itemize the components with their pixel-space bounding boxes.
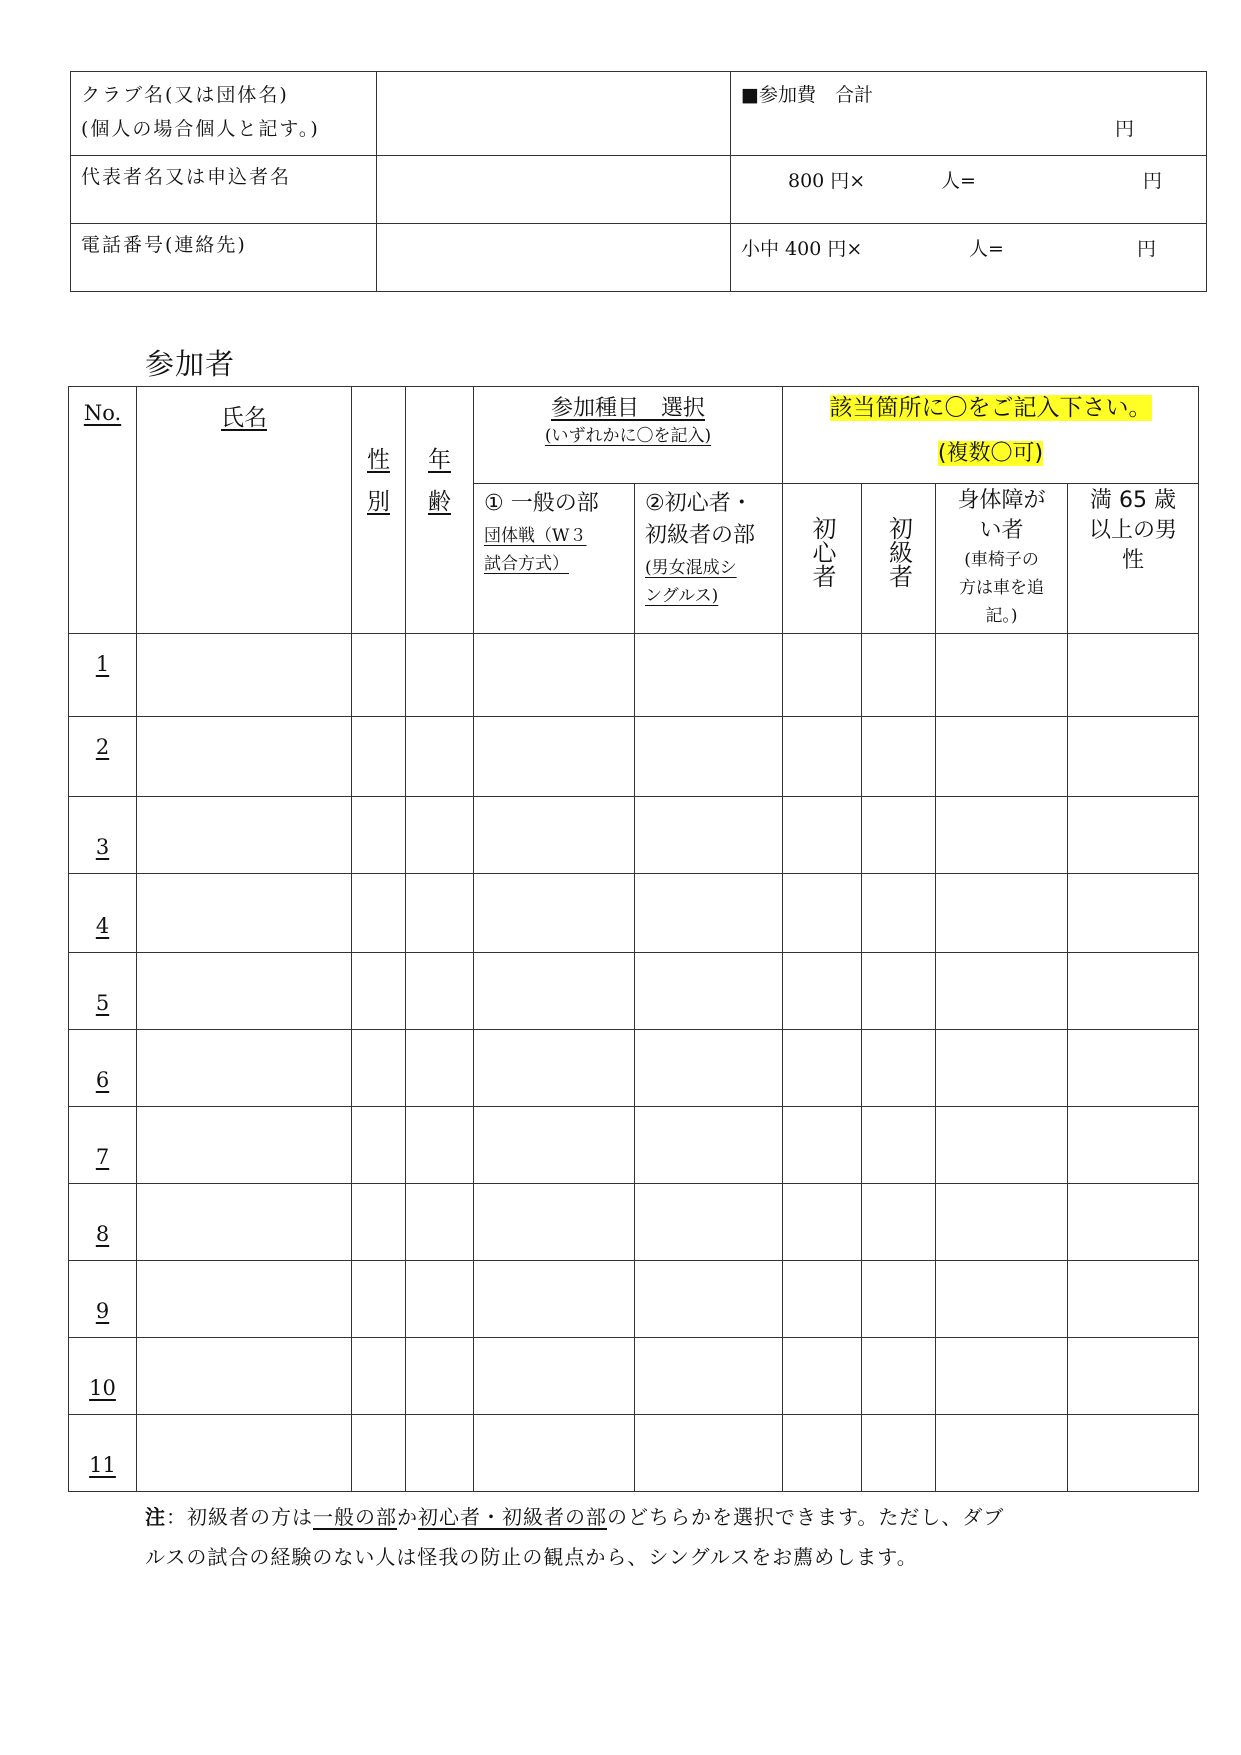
age-field[interactable] <box>406 634 474 717</box>
name-field[interactable] <box>137 717 352 797</box>
event2-field[interactable] <box>635 1107 783 1184</box>
event1-field[interactable] <box>474 1030 635 1107</box>
novice-field[interactable] <box>862 1030 936 1107</box>
senior-field[interactable] <box>1068 797 1199 874</box>
senior-field[interactable] <box>1068 1338 1199 1415</box>
beginner-field[interactable] <box>783 1184 862 1261</box>
novice-field[interactable] <box>862 874 936 953</box>
col-header-senior <box>1068 484 1199 634</box>
novice-field[interactable] <box>862 1338 936 1415</box>
check-header-title: 該当箇所に〇をご記入下さい。 <box>829 395 1152 421</box>
age-field[interactable] <box>406 1107 474 1184</box>
beginner-field[interactable] <box>783 797 862 874</box>
col-no-label: No. <box>83 401 122 425</box>
sex-field[interactable] <box>352 634 406 717</box>
sex-field[interactable] <box>352 1184 406 1261</box>
row-number: 4 <box>95 914 110 938</box>
beginner-field[interactable] <box>783 953 862 1030</box>
disabled-field[interactable] <box>936 1338 1068 1415</box>
table-row <box>69 1184 1199 1261</box>
club-label-note: (個人の場合個人と記す。) <box>81 118 320 140</box>
col-header-disabled <box>936 484 1068 634</box>
row-number-cell <box>69 953 137 1030</box>
row-number-cell <box>69 1415 137 1492</box>
disabled-field[interactable] <box>936 1415 1068 1492</box>
event-header-title: 参加種目 選択 <box>551 396 706 421</box>
table-row <box>69 717 1199 797</box>
participants-table <box>68 386 1199 1492</box>
col-header-sex <box>352 387 406 634</box>
beginner-field[interactable] <box>783 1415 862 1492</box>
col-senior-label-1: 満 65 歳 <box>1090 488 1176 513</box>
row-number: 8 <box>95 1222 110 1246</box>
event2-sub-2: ングルス) <box>645 586 719 606</box>
event2-sub-1: (男女混成シ <box>645 558 737 578</box>
row-number: 11 <box>89 1453 116 1477</box>
col-age-label-1: 年 <box>428 447 451 473</box>
event1-field[interactable] <box>474 1415 635 1492</box>
name-field[interactable] <box>137 1030 352 1107</box>
phone-label: 電話番号(連絡先) <box>81 234 247 256</box>
fee-adult-rate: 800 円× <box>788 170 866 192</box>
row-number-cell <box>69 1338 137 1415</box>
novice-field[interactable] <box>862 1184 936 1261</box>
note-colon: ： <box>166 1505 187 1529</box>
col-senior-label-2: 以上の男 <box>1089 518 1178 543</box>
row-number: 7 <box>95 1145 110 1169</box>
novice-field[interactable] <box>862 1261 936 1338</box>
rep-label-cell <box>71 156 377 224</box>
row-number-cell <box>69 634 137 717</box>
club-label: クラブ名(又は団体名) <box>81 84 289 106</box>
event2-field[interactable] <box>635 953 783 1030</box>
col-header-name <box>137 387 352 634</box>
disabled-field[interactable] <box>936 717 1068 797</box>
name-field[interactable] <box>137 1261 352 1338</box>
name-field[interactable] <box>137 797 352 874</box>
col-beginner-label: 初心者 <box>808 516 837 588</box>
table-row <box>69 1261 1199 1338</box>
name-field[interactable] <box>137 1184 352 1261</box>
event1-field[interactable] <box>474 634 635 717</box>
age-field[interactable] <box>406 797 474 874</box>
name-field[interactable] <box>137 953 352 1030</box>
name-field[interactable] <box>137 1107 352 1184</box>
club-label-cell <box>71 72 377 156</box>
fee-adult-cell <box>731 156 1207 224</box>
event2-field[interactable] <box>635 1338 783 1415</box>
table-row <box>69 797 1199 874</box>
beginner-field[interactable] <box>783 1338 862 1415</box>
col-sex-label-1: 性 <box>367 447 390 473</box>
row-number-cell <box>69 1184 137 1261</box>
event1-field[interactable] <box>474 797 635 874</box>
age-field[interactable] <box>406 1184 474 1261</box>
senior-field[interactable] <box>1068 1184 1199 1261</box>
senior-field[interactable] <box>1068 874 1199 953</box>
beginner-field[interactable] <box>783 874 862 953</box>
col-header-novice <box>862 484 936 634</box>
senior-field[interactable] <box>1068 1030 1199 1107</box>
row-number: 2 <box>95 735 110 759</box>
age-field[interactable] <box>406 717 474 797</box>
event2-field[interactable] <box>635 797 783 874</box>
rep-name-field[interactable] <box>377 156 731 224</box>
row-number-cell <box>69 797 137 874</box>
check-header-note: (複数〇可) <box>937 441 1044 466</box>
age-field[interactable] <box>406 1338 474 1415</box>
note <box>145 1497 1125 1577</box>
fee-child-people: 人= <box>969 238 1004 260</box>
event2-field[interactable] <box>635 1415 783 1492</box>
age-field[interactable] <box>406 953 474 1030</box>
age-field[interactable] <box>406 1415 474 1492</box>
note-general-division: 一般の部 <box>313 1505 397 1529</box>
row-number-cell <box>69 1261 137 1338</box>
senior-field[interactable] <box>1068 1107 1199 1184</box>
beginner-field[interactable] <box>783 1107 862 1184</box>
fee-total-cell <box>731 72 1207 156</box>
col-name-label: 氏名 <box>221 405 267 431</box>
event1-field[interactable] <box>474 1261 635 1338</box>
senior-field[interactable] <box>1068 1415 1199 1492</box>
age-field[interactable] <box>406 1030 474 1107</box>
name-field[interactable] <box>137 634 352 717</box>
fee-child-cell <box>731 224 1207 292</box>
row-number: 3 <box>95 835 110 859</box>
sex-field[interactable] <box>352 797 406 874</box>
event2-field[interactable] <box>635 874 783 953</box>
sex-field[interactable] <box>352 1030 406 1107</box>
table-row <box>69 1107 1199 1184</box>
row-number-cell <box>69 874 137 953</box>
disabled-field[interactable] <box>936 1261 1068 1338</box>
event-header <box>474 387 783 484</box>
novice-field[interactable] <box>862 1107 936 1184</box>
senior-field[interactable] <box>1068 1261 1199 1338</box>
novice-field[interactable] <box>862 797 936 874</box>
sex-field[interactable] <box>352 1107 406 1184</box>
row-number-cell <box>69 1030 137 1107</box>
event1-field[interactable] <box>474 1184 635 1261</box>
rep-label: 代表者名又は申込者名 <box>81 166 292 188</box>
novice-field[interactable] <box>862 1415 936 1492</box>
note-text-3: のどちらかを選択できます。ただし、ダブ <box>607 1505 1005 1529</box>
row-number-cell <box>69 1107 137 1184</box>
col-header-age <box>406 387 474 634</box>
row-number: 10 <box>89 1376 116 1400</box>
event2-field[interactable] <box>635 634 783 717</box>
fee-adult-people: 人= <box>941 170 976 192</box>
row-number: 5 <box>95 991 110 1015</box>
sex-field[interactable] <box>352 1415 406 1492</box>
novice-field[interactable] <box>862 634 936 717</box>
row-number: 1 <box>95 652 110 676</box>
col-header-beginner <box>783 484 862 634</box>
col-disabled-sub-3: 記。) <box>985 606 1018 626</box>
col-senior-label-3: 性 <box>1122 548 1145 573</box>
event2-field[interactable] <box>635 717 783 797</box>
senior-field[interactable] <box>1068 953 1199 1030</box>
disabled-field[interactable] <box>936 1107 1068 1184</box>
event1-field[interactable] <box>474 1338 635 1415</box>
col-disabled-sub-1: (車椅子の <box>964 550 1039 570</box>
fee-child-unit: 円 <box>1137 238 1157 260</box>
sex-field[interactable] <box>352 953 406 1030</box>
event1-sub-2: 試合方式） <box>484 554 569 574</box>
beginner-field[interactable] <box>783 717 862 797</box>
event1-field[interactable] <box>474 717 635 797</box>
disabled-field[interactable] <box>936 797 1068 874</box>
age-field[interactable] <box>406 874 474 953</box>
event2-title-2: 初級者の部 <box>645 523 756 548</box>
col-disabled-title-1: 身体障が <box>957 488 1046 513</box>
event1-sub-1: 団体戦（W３ <box>484 526 587 546</box>
disabled-field[interactable] <box>936 634 1068 717</box>
table-row <box>69 874 1199 953</box>
sex-field[interactable] <box>352 717 406 797</box>
disabled-field[interactable] <box>936 1030 1068 1107</box>
note-text-4: ルスの試合の経験のない人は怪我の防止の観点から、シングルスをお薦めします。 <box>145 1545 918 1569</box>
sex-field[interactable] <box>352 1338 406 1415</box>
row-number: 9 <box>95 1299 110 1323</box>
name-field[interactable] <box>137 874 352 953</box>
col-age-label-2: 齢 <box>428 489 451 515</box>
col-disabled-title-2: い者 <box>979 518 1024 543</box>
beginner-field[interactable] <box>783 1261 862 1338</box>
phone-field[interactable] <box>377 224 731 292</box>
event1-field[interactable] <box>474 1107 635 1184</box>
name-field[interactable] <box>137 1338 352 1415</box>
fee-child-rate: 小中 400 円× <box>741 238 863 260</box>
sex-field[interactable] <box>352 1261 406 1338</box>
event2-title-1: ②初心者・ <box>645 491 753 516</box>
event2-header <box>635 484 783 634</box>
phone-label-cell <box>71 224 377 292</box>
table-row <box>69 953 1199 1030</box>
table-row <box>69 1338 1199 1415</box>
novice-field[interactable] <box>862 717 936 797</box>
novice-field[interactable] <box>862 953 936 1030</box>
fee-total-title: ■参加費 合計 <box>741 84 873 106</box>
col-novice-label: 初級者 <box>884 516 913 588</box>
senior-field[interactable] <box>1068 717 1199 797</box>
event-header-note: (いずれかに〇を記入) <box>544 426 712 446</box>
disabled-field[interactable] <box>936 1184 1068 1261</box>
col-disabled-sub-2: 方は車を追 <box>959 578 1045 598</box>
event2-field[interactable] <box>635 1184 783 1261</box>
beginner-field[interactable] <box>783 1030 862 1107</box>
note-text-2: か <box>397 1505 418 1529</box>
table-row <box>69 634 1199 717</box>
senior-field[interactable] <box>1068 634 1199 717</box>
table-row <box>69 1415 1199 1492</box>
sex-field[interactable] <box>352 874 406 953</box>
fee-adult-unit: 円 <box>1143 170 1163 192</box>
note-beginner-division: 初心者・初級者の部 <box>418 1505 607 1529</box>
note-text-1: 初級者の方は <box>187 1505 313 1529</box>
row-number: 6 <box>95 1068 110 1092</box>
event2-field[interactable] <box>635 1030 783 1107</box>
event2-field[interactable] <box>635 1261 783 1338</box>
club-name-field[interactable] <box>377 72 731 156</box>
participants-rows <box>69 634 1199 1492</box>
disabled-field[interactable] <box>936 953 1068 1030</box>
fee-total-unit: 円 <box>1115 118 1135 140</box>
event1-title: ① 一般の部 <box>484 491 599 516</box>
name-field[interactable] <box>137 1415 352 1492</box>
col-header-no <box>69 387 137 634</box>
beginner-field[interactable] <box>783 634 862 717</box>
section-title: 参加者 <box>145 347 236 381</box>
check-header <box>783 387 1199 484</box>
note-head: 注 <box>145 1505 166 1529</box>
event1-field[interactable] <box>474 953 635 1030</box>
row-number-cell <box>69 717 137 797</box>
disabled-field[interactable] <box>936 874 1068 953</box>
table-row <box>69 1030 1199 1107</box>
event1-header <box>474 484 635 634</box>
event1-field[interactable] <box>474 874 635 953</box>
fee-info-table <box>70 71 1207 292</box>
col-sex-label-2: 別 <box>367 489 390 515</box>
age-field[interactable] <box>406 1261 474 1338</box>
